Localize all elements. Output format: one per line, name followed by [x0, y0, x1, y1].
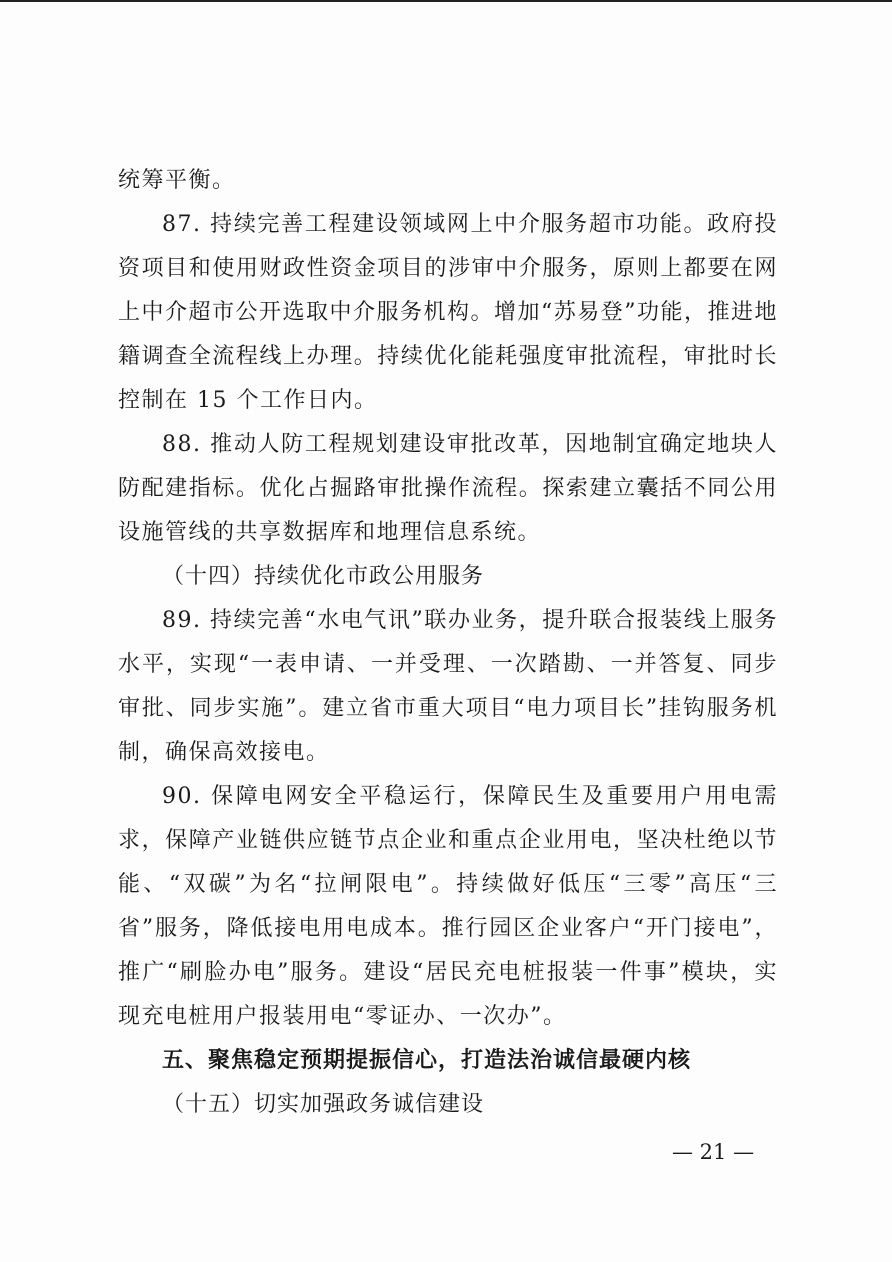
chapter-heading-5: 五、聚焦稳定预期提振信心，打造法治诚信最硬内核 — [162, 1048, 692, 1073]
body-text — [118, 159, 778, 1127]
section-heading-14: （十四）持续优化市政公用服务 — [162, 564, 485, 589]
section-heading-15: （十五）切实加强政务诚信建设 — [162, 1092, 485, 1117]
paragraph-continuation: 统筹平衡。 — [118, 168, 236, 193]
paragraph-item-88: 88. 推动人防工程规划建设审批改革，因地制宜确定地块人防配建指标。优化占掘路审批操作流程。探索建立囊括不同公用设施管线的共享数据库和地理信息系统。 — [118, 432, 778, 545]
paragraph-item-89: 89. 持续完善“水电气讯”联办业务，提升联合报装线上服务水平，实现“一表申请、一并受理、一次踏勘、一并答复、同步审批、同步实施”。建立省市重大项目“电力项目长”挂钩服务机制，确保高效接电。 — [118, 608, 778, 765]
paragraph-item-87: 87. 持续完善工程建设领域网上中介服务超市功能。政府投资项目和使用财政性资金项目的涉审中介服务，原则上都要在网上中介超市公开选取中介服务机构。增加“苏易登”功能，推进地籍调查全流程线上办理。持续优化能耗强度审批流程，审批时长控制在 15 个工作日内。 — [118, 212, 778, 413]
paragraph-item-90: 90. 保障电网安全平稳运行，保障民生及重要用户用电需求，保障产业链供应链节点企业和重点企业用电，坚决杜绝以节能、“双碳”为名“拉闸限电”。持续做好低压“三零”高压“三省”服务，降低接电用电成本。推行园区企业客户“开门接电”，推广“刷脸办电”服务。建设“居民充电桩报装一件事”模块，实现充电桩用户报装用电“零证办、一次办”。 — [118, 784, 778, 1029]
page-top-border — [0, 0, 892, 2]
page-number: — 21 — — [672, 1140, 755, 1164]
